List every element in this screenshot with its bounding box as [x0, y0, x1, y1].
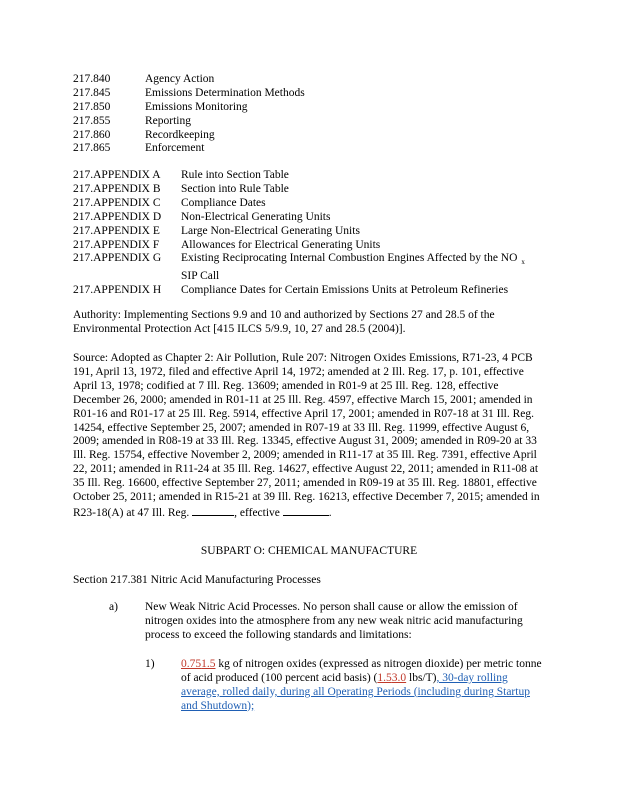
source-comma: , [234, 506, 238, 519]
item-1-label: 1) [145, 658, 155, 670]
inserted-text: , 30-day rolling average, rolled daily, during all Operating Periods (including during Startup and Shutdown); [181, 671, 530, 712]
item-a-text: New Weak Nitric Acid Processes. No person shall cause or allow the emission of nitrogen oxides into the atmosphere from any new weak nitric acid manufacturing process to exceed the following standards and limitations: [145, 601, 523, 641]
appendix-row [73, 252, 543, 284]
appendix-title: Large Non-Electrical Generating Units [181, 224, 360, 237]
appendix-title: Section into Rule Table [181, 182, 289, 195]
section-row [73, 101, 305, 115]
appendix-title: Allowances for Electrical Generating Units [181, 238, 381, 251]
section-title: Emissions Determination Methods [145, 86, 305, 99]
appendix-row [73, 211, 543, 225]
appendix-number: 217.APPENDIX G [73, 252, 162, 265]
item-1-units: lbs/T) [406, 671, 437, 684]
inserted-value: 1.5 [201, 658, 216, 670]
subpart-heading: SUBPART O: CHEMICAL MANUFACTURE [200, 545, 418, 557]
section-heading: Section 217.381 Nitric Acid Manufacturing Processes [73, 574, 321, 586]
deleted-value: 1.5 [377, 671, 392, 684]
appendix-title-text: Existing Reciprocating Internal Combustion Engines Affected by the NO [181, 252, 518, 265]
appendix-number: 217.APPENDIX E [73, 224, 160, 237]
appendix-row [73, 169, 543, 183]
appendix-row [73, 225, 543, 239]
section-row [73, 115, 305, 129]
section-title: Recordkeeping [145, 128, 215, 141]
authority-note: Authority: Implementing Sections 9.9 and 10 and authorized by Sections 27 and 28.5 of the Environmental Protection Act [415 ILCS 5/9.9, 10, 27 and 28.5 (2004)]. [73, 309, 495, 335]
section-row [73, 73, 305, 87]
source-text: Source: Adopted as Chapter 2: Air Pollution, Rule 207: Nitrogen Oxides Emissions, R71-23, 4 PCB 191, April 13, 1972, filed and effective April 14, 1972; amended at 2 Ill. Reg. 17, p. 101, effective April 13, 1978; codified at 7 Ill. Reg. 13609; amended in R01-9 at 25 Ill. Reg. 128, effective December 26, 2000; amended in R01-11 at 25 Ill. Reg. 4597, effective March 15, 2001; amended in R01-16 and R01-17 at 25 Ill. Reg. 5914, effective April 17, 2001; amended in R07-18 at 31 Ill. Reg. 14254, effective September 25, 2007; amended in R07-19 at 33 Ill. Reg. 11999, effective August 6, 2009; amended in R08-19 at 33 Ill. Reg. 13345, effective August 31, 2009; amended in R09-20 at 33 Ill. Reg. 15754, effective November 2, 2009; amended in R11-17 at 35 Ill. Reg. 7391, effective April 22, 2011; amended in R11-24 at 35 Ill. Reg. 14627, effective August 22, 2011; amended in R11-08 at 35 Ill. Reg. 16600, effective September 27, 2011; amended in R09-19 at 35 Ill. Reg. 18801, effective October 25, 2011; amended in R15-21 at 39 Ill. Reg. 16213, effective December 7, 2015; amended in R23-18(A) at 47 Ill. Reg. [73, 352, 540, 519]
source-note [73, 352, 543, 521]
section-title: Reporting [145, 114, 191, 127]
appendix-row [73, 239, 543, 253]
section-number: 217.855 [73, 114, 111, 127]
appendix-title: Rule into Section Table [181, 169, 289, 181]
item-a-label: a) [109, 601, 118, 613]
appendix-title: Non-Electrical Generating Units [181, 210, 331, 223]
appendix-number: 217.APPENDIX F [73, 238, 160, 251]
section-number: 217.840 [73, 73, 111, 85]
section-title: Emissions Monitoring [145, 100, 248, 113]
appendix-row [73, 284, 543, 298]
section-number: 217.860 [73, 128, 111, 141]
appendix-number: 217.APPENDIX B [73, 182, 161, 195]
section-row [73, 87, 305, 101]
appendix-number: 217.APPENDIX C [73, 196, 161, 209]
section-number: 217.845 [73, 86, 111, 99]
section-row [73, 142, 305, 156]
blank-effective-date [283, 505, 329, 516]
appendix-number: 217.APPENDIX A [73, 169, 161, 181]
section-title: Agency Action [145, 73, 215, 85]
section-number: 217.865 [73, 142, 111, 155]
appendix-title: Compliance Dates for Certain Emissions Units at Petroleum Refineries [181, 284, 509, 297]
appendix-number: 217.APPENDIX H [73, 284, 162, 297]
section-list [73, 73, 305, 156]
source-effective: effective [239, 506, 280, 519]
blank-register-page [192, 505, 234, 516]
appendix-title [181, 252, 543, 284]
appendix-row [73, 197, 543, 211]
section-number: 217.850 [73, 100, 111, 113]
appendix-title: Compliance Dates [181, 196, 266, 209]
subscript-x: x [521, 258, 525, 267]
section-row [73, 129, 305, 143]
source-period: . [328, 506, 332, 519]
inserted-value: 3.0 [391, 671, 407, 684]
appendix-title-continuation: SIP Call [181, 270, 220, 283]
appendix-row [73, 183, 543, 197]
appendix-list [73, 169, 543, 298]
deleted-value: 0.75 [181, 658, 202, 670]
section-title: Enforcement [145, 142, 205, 155]
appendix-number: 217.APPENDIX D [73, 210, 162, 223]
item-1-text [181, 658, 543, 714]
item-1-body: kg of nitrogen oxides (expressed as nitrogen dioxide) per metric tonne of acid produced (100 percent acid basis) ( [181, 658, 542, 684]
